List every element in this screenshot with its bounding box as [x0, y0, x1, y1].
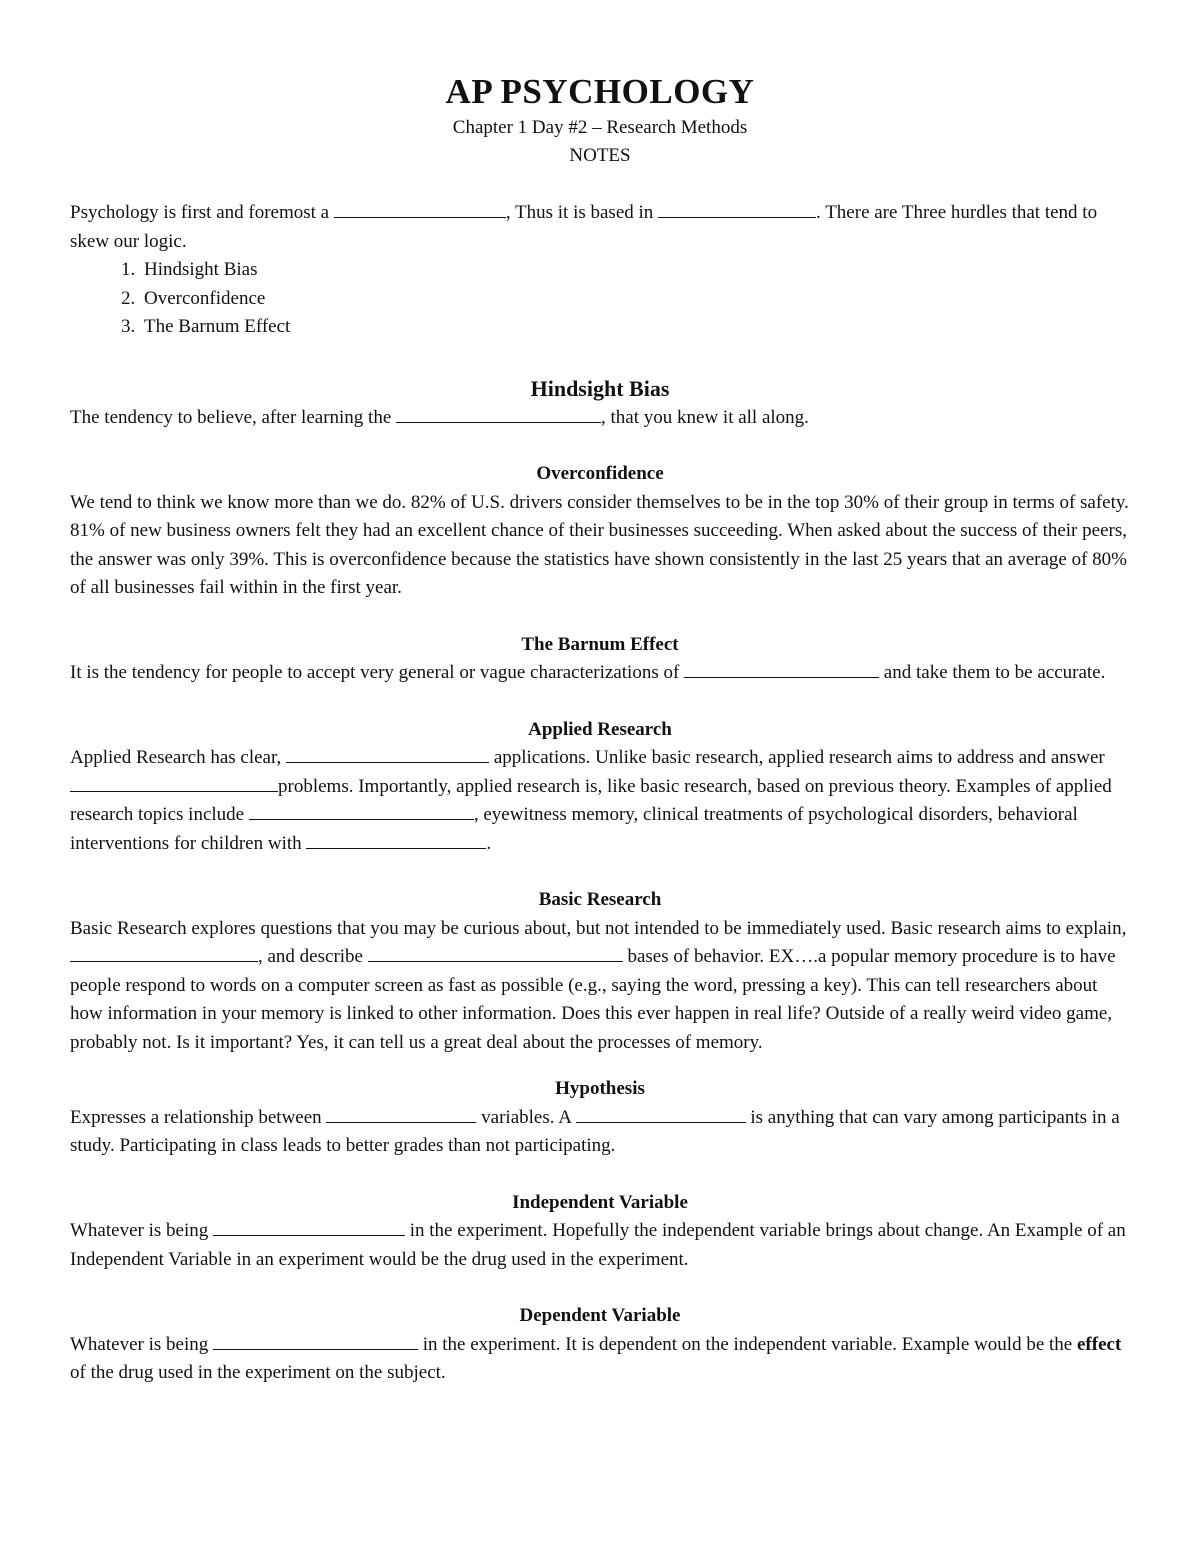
intro-paragraph [70, 199, 1130, 256]
body-text: Whatever is being [70, 1333, 213, 1355]
body-text: in the experiment. It is dependent on the independent variable. Example would be the [417, 1333, 1077, 1355]
section-body [70, 1104, 1130, 1161]
intro-text-2: , Thus it is based in [505, 202, 659, 223]
section-body [70, 659, 1130, 688]
hurdles-list [70, 256, 1130, 342]
fill-in-blank [576, 1104, 746, 1123]
intro-text-1: Psychology is first and foremost a [70, 202, 334, 223]
section-body [70, 1331, 1130, 1388]
fill-in-blank [70, 773, 278, 792]
section-body [70, 404, 1130, 433]
body-text: and take them to be accurate. [879, 662, 1106, 683]
body-text: applications. Unlike basic research, applied research aims to address and answer [489, 747, 1105, 768]
section-body [70, 915, 1130, 1058]
section-hindsight-bias [70, 374, 1130, 433]
emphasis-text: effect [1076, 1333, 1122, 1355]
section-heading: Basic Research [538, 889, 662, 910]
body-text: , eyewitness memory, clinical treatments of psychological disorders, behavioral interventions for children with [70, 804, 1078, 854]
section-body: We tend to think we know more than we do. 82% of U.S. drivers consider themselves to be in the top 30% of their group in terms of safety. 81% of new business owners felt they had an excellent chance of their businesses succeeding. When asked about the success of their peers, the answer was only 39%. This is overconfidence because the statistics have shown consistently in the last 25 years that an average of 80% of all businesses fail within in the first year. [70, 491, 1129, 598]
fill-in-blank [684, 659, 879, 678]
list-item-label: The Barnum Effect [144, 316, 291, 337]
section-overconfidence [70, 460, 1130, 603]
body-text: . [486, 832, 492, 854]
body-text: in the experiment. Hopefully the independent variable brings about change. An Example of an Independent Variable in an experiment would be the drug used in the experiment. [70, 1220, 1126, 1270]
section-heading: Applied Research [528, 718, 672, 740]
document-page [70, 70, 1130, 1388]
fill-in-blank [326, 1104, 476, 1123]
list-item-label: Overconfidence [144, 287, 266, 309]
fill-in-blank [249, 801, 474, 820]
fill-in-blank [286, 744, 489, 763]
body-text: The tendency to believe, after learning the [70, 406, 397, 428]
body-text: problems. Importantly, applied research is, like basic research, based on previous theory. Examples of applied research topics include [70, 775, 1112, 825]
body-text: , and describe [258, 946, 368, 967]
section-heading: Overconfidence [536, 463, 664, 484]
body-text: variables. A [476, 1106, 576, 1128]
list-item-label: Hindsight Bias [144, 259, 258, 280]
section-body [70, 744, 1130, 858]
section-applied-research [70, 716, 1130, 859]
fill-in-blank [334, 199, 506, 218]
section-body [70, 1217, 1130, 1274]
section-independent-variable [70, 1189, 1130, 1275]
section-heading: Hindsight Bias [530, 375, 670, 401]
body-text: is anything that can vary among participants in a study. Participating in class leads to better grades than not participating. [70, 1106, 1120, 1156]
section-heading: Independent Variable [512, 1191, 688, 1213]
list-item [140, 313, 1130, 342]
section-heading: Dependent Variable [519, 1305, 681, 1326]
fill-in-blank [396, 404, 601, 423]
list-item [140, 256, 1130, 285]
section-basic-research [70, 886, 1130, 1057]
body-text: Applied Research has clear, [70, 747, 287, 768]
section-heading: The Barnum Effect [521, 633, 679, 655]
fill-in-blank [213, 1217, 405, 1236]
list-item [140, 285, 1130, 314]
body-text: , that you knew it all along. [601, 406, 809, 428]
page-subtitle: Chapter 1 Day #2 – Research Methods [452, 117, 748, 138]
section-dependent-variable [70, 1302, 1130, 1388]
body-text: Whatever is being [70, 1220, 213, 1241]
fill-in-blank [658, 199, 816, 218]
section-barnum-effect [70, 631, 1130, 688]
notes-label: NOTES [569, 145, 631, 166]
body-text: of the drug used in the experiment on the subject. [70, 1362, 446, 1383]
body-text: bases of behavior. EX….a popular memory procedure is to have people respond to words on a computer screen as fast as possible (e.g., saying the word, pressing a key). This can tell researchers about how information in your memory is linked to other information. Does this ever happen in real life? Outside of a really weird video game, probably not. Is it important? Yes, it can tell us a great deal about the processes of memory. [70, 946, 1116, 1053]
body-text: Expresses a relationship between [70, 1106, 327, 1128]
fill-in-blank [368, 943, 623, 962]
body-text: It is the tendency for people to accept very general or vague characterizations of [70, 662, 685, 683]
body-text: Basic Research explores questions that you may be curious about, but not intended to be immediately used. Basic research aims to explain, [70, 917, 1127, 939]
fill-in-blank [306, 830, 486, 849]
intro-text-3: . There are Three hurdles that tend to skew our logic. [70, 202, 1098, 252]
fill-in-blank [213, 1331, 418, 1350]
fill-in-blank [70, 943, 258, 962]
section-heading: Hypothesis [555, 1078, 645, 1099]
page-title: AP PSYCHOLOGY [445, 72, 755, 111]
section-hypothesis [70, 1075, 1130, 1161]
